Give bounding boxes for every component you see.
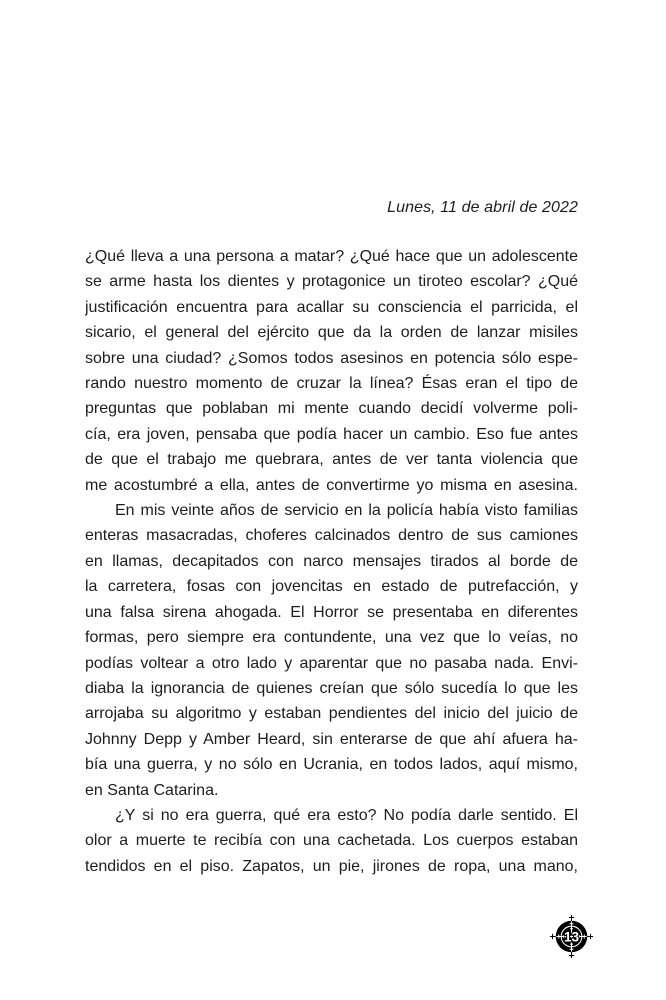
text-line: de que el trabajo me quebrara, antes de ver tanta violencia que [85, 451, 578, 469]
date-heading: Lunes, 11 de abril de 2022 [387, 199, 578, 216]
text-line: sobre una ciudad? ¿Somos todos asesinos en potencia sólo espe- [85, 349, 578, 367]
text-line: sicario, el general del ejército que da la orden de lanzar misiles [85, 324, 578, 342]
text-line: formas, pero siempre era contundente, una vez que lo veías, no [85, 629, 578, 647]
text-line: una falsa sirena ahogada. El Horror se presentaba en diferentes [85, 603, 578, 621]
text-line: bía una guerra, y no sólo en Ucrania, en todos lados, aquí mismo, [85, 756, 578, 774]
paragraph [85, 803, 578, 879]
text-line: podías voltear a otro lado y aparentar que no pasaba nada. Envi- [85, 654, 578, 672]
text-line: se arme hasta los dientes y protagonice un tiroteo escolar? ¿Qué [85, 273, 578, 291]
text-line: ¿Y si no era guerra, qué era esto? No podía darle sentido. El [115, 806, 578, 824]
text-line: la carretera, fosas con jovencitas en estado de putrefacción, y [85, 578, 578, 596]
text-line: en llamas, decapitados con narco mensajes tirados al borde de [85, 552, 578, 570]
page-number: 13 [563, 929, 580, 945]
text-line: rando nuestro momento de cruzar la línea? Ésas eran el tipo de [85, 375, 578, 393]
paragraph [85, 244, 578, 498]
text-line: me acostumbré a ella, antes de convertirme yo misma en asesina. [85, 476, 578, 494]
text-line: justificación encuentra para acallar su consciencia el parricida, el [85, 298, 578, 316]
text-line: enteras masacradas, choferes calcinados dentro de sus camiones [85, 527, 578, 545]
page-body [85, 244, 578, 879]
text-line: arrojaba su algoritmo y estaban pendientes del inicio del juicio de [85, 705, 578, 723]
text-line: olor a muerte te recibía con una cachetada. Los cuerpos estaban [85, 832, 578, 850]
text-line: En mis veinte años de servicio en la policía había visto familias [115, 502, 578, 520]
text-line: tendidos en el piso. Zapatos, un pie, jirones de ropa, una mano, [85, 857, 578, 875]
crosshair-reticle-icon [549, 914, 594, 959]
text-line: Johnny Depp y Amber Heard, sin enterarse de que ahí afuera ha- [85, 730, 578, 748]
page-number-badge [549, 914, 594, 959]
text-line: en Santa Catarina. [85, 781, 219, 799]
text-line: ¿Qué lleva a una persona a matar? ¿Qué hace que un adolescente [85, 248, 578, 265]
text-line: diaba la ignorancia de quienes creían que sólo sucedía lo que les [85, 679, 578, 697]
text-line: preguntas que poblaban mi mente cuando decidí volverme poli- [85, 400, 578, 418]
paragraph [85, 498, 578, 803]
text-line: cía, era joven, pensaba que podía hacer un cambio. Eso fue antes [85, 425, 578, 443]
